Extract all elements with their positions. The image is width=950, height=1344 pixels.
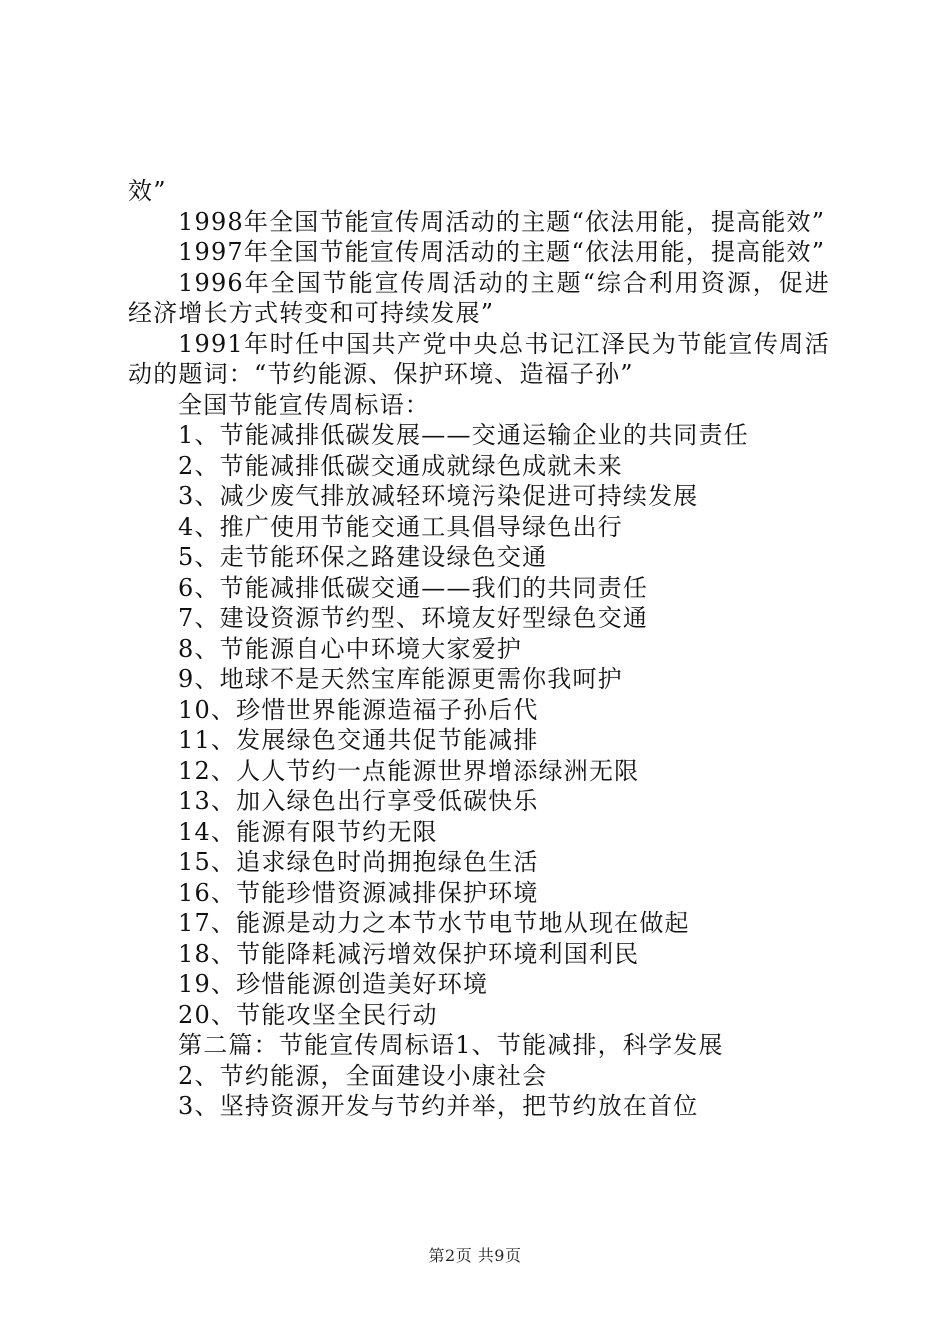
slogan-item: 9、地球不是天然宝库能源更需你我呵护: [178, 665, 623, 693]
slogan-item: 18、节能降耗减污增效保护环境利国利民: [178, 939, 640, 968]
page-number: 第2页 共9页: [428, 1246, 522, 1265]
slogan-item: 3、坚持资源开发与节约并举，把节约放在首位: [178, 1092, 699, 1120]
page-footer: [0, 1243, 950, 1266]
slogan-item: 2、节能减排低碳交通成就绿色成就未来: [178, 451, 623, 480]
slogan-item: 19、珍惜能源创造美好环境: [178, 970, 489, 998]
slogan-item: 16、节能珍惜资源减排保护环境: [178, 878, 539, 907]
paragraph-fragment: 效”: [128, 177, 167, 205]
slogan-item: 5、走节能环保之路建设绿色交通: [178, 543, 548, 571]
paragraph: 1991年时任中国共产党中央总书记江泽民为节能宣传周活动的题词：“节约能源、保护环境、造福子孙”: [128, 329, 830, 388]
slogan-item: 20、节能攻坚全民行动: [178, 1000, 438, 1029]
slogan-item: 3、减少废气排放减轻环境污染促进可持续发展: [178, 482, 699, 510]
slogan-item: 11、发展绿色交通共促节能减排: [178, 726, 539, 754]
document-body: [128, 176, 830, 1122]
slogan-heading: 全国节能宣传周标语：: [178, 390, 430, 419]
slogan-item: 14、能源有限节约无限: [178, 817, 438, 846]
slogan-item: 10、珍惜世界能源造福子孙后代: [178, 695, 539, 724]
paragraph: 1998年全国节能宣传周活动的主题“依法用能，提高能效”: [178, 207, 826, 236]
slogan-item: 8、节能源自心中环境大家爱护: [178, 634, 523, 663]
slogan-item: 15、追求绿色时尚拥抱绿色生活: [178, 848, 539, 876]
section-heading: 第二篇：节能宣传周标语1、节能减排，科学发展: [178, 1031, 724, 1059]
slogan-item: 7、建设资源节约型、环境友好型绿色交通: [178, 604, 649, 632]
slogan-item: 2、节约能源，全面建设小康社会: [178, 1061, 548, 1090]
slogan-item: 1、节能减排低碳发展——交通运输企业的共同责任: [178, 421, 749, 449]
slogan-item: 17、能源是动力之本节水节电节地从现在做起: [178, 909, 690, 937]
slogan-item: 13、加入绿色出行享受低碳快乐: [178, 787, 539, 815]
paragraph: 1996年全国节能宣传周活动的主题“综合利用资源，促进经济增长方式转变和可持续发展”: [128, 268, 830, 327]
slogan-item: 12、人人节约一点能源世界增添绿洲无限: [178, 756, 640, 785]
slogan-item: 6、节能减排低碳交通——我们的共同责任: [178, 573, 649, 602]
paragraph: 1997年全国节能宣传周活动的主题“依法用能，提高能效”: [178, 238, 826, 266]
slogan-item: 4、推广使用节能交通工具倡导绿色出行: [178, 512, 623, 541]
